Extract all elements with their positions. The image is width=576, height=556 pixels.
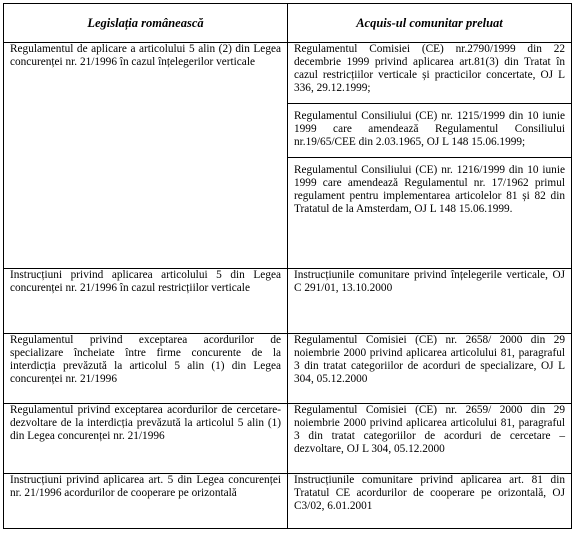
eu-act-text: Instrucțiunile comunitare privind aplicarea art. 81 din Tratatul CE acordurilor de cooperare pe orizontală, OJ C3/02, 6.01.2001 — [294, 474, 565, 512]
romanian-act-text: Regulamentul privind exceptarea acordurilor de cercetare-dezvoltare de la interdicția prevăzută la articolul 5 alin (1) din Legea concurenței nr. 21/1996 — [10, 404, 281, 442]
romanian-act-text: Regulamentul privind exceptarea acordurilor de specializare încheiate între firme concurente de la interdicția prevăzută la articolul 5 alin (1) din Legea concurenței nr. 21/1996 — [10, 334, 281, 385]
romanian-act-cell — [4, 474, 288, 529]
table-row — [4, 404, 572, 474]
eu-act-text: Regulamentul Comisiei (CE) nr.2790/1999 din 22 decembrie 1999 privind aplicarea art.81(3) din Tratat în cazul restricțiilor verticale și practicilor concertate, OJ L 336, 29.12.1999; — [294, 43, 565, 94]
romanian-act-cell — [4, 404, 288, 474]
eu-act-cell — [288, 269, 572, 334]
eu-act-cell — [288, 404, 572, 474]
eu-act-cell — [288, 334, 572, 404]
romanian-act-text: Instrucțiuni privind aplicarea art. 5 din Legea concurenței nr. 21/1996 acordurilor de cooperare pe orizontală — [10, 474, 281, 499]
eu-act-text: Regulamentul Comisiei (CE) nr. 2659/ 2000 din 29 noiembrie 2000 privind aplicarea articolului 81, paragraful 3 din tratat categoriilor de acorduri de cercetare –dezvoltare, OJ L 304, 05.12.2000 — [294, 404, 565, 455]
eu-act-cell — [288, 474, 572, 529]
table-row — [4, 474, 572, 529]
eu-act-cell — [288, 43, 572, 269]
header-romanian-legislation: Legislația românească — [4, 4, 288, 43]
eu-act-text: Instrucțiunile comunitare privind înțelegerile verticale, OJ C 291/01, 13.10.2000 — [294, 269, 565, 294]
cell-divider — [288, 103, 571, 104]
table-row — [4, 334, 572, 404]
concordance-table — [3, 3, 572, 529]
romanian-act-cell — [4, 43, 288, 269]
table-row — [4, 43, 572, 269]
header-eu-acquis: Acquis-ul comunitar preluat — [288, 4, 572, 43]
eu-act-text: Regulamentul Consiliului (CE) nr. 1215/1999 din 10 iunie 1999 care amendează Regulamentul Consiliului nr.19/65/CEE din 2.03.1965, OJ L 148 15.06.1999; — [294, 110, 565, 148]
romanian-act-cell — [4, 269, 288, 334]
romanian-act-cell — [4, 334, 288, 404]
eu-act-text: Regulamentul Consiliului (CE) nr. 1216/1999 din 10 iunie 1999 care amendează Regulamentul nr. 17/1962 primul regulament pentru implementarea articolelor 81 și 82 din Tratatul de la Amsterdam, OJ L 148 15.06.1999. — [294, 164, 565, 215]
eu-act-text: Regulamentul Comisiei (CE) nr. 2658/ 2000 din 29 noiembrie 2000 privind aplicarea articolului 81, paragraful 3 din tratat categoriilor de acorduri de specializare, OJ L 304, 05.12.2000 — [294, 334, 565, 385]
cell-divider — [288, 157, 571, 158]
romanian-act-text: Regulamentul de aplicare a articolului 5 alin (2) din Legea concurenței nr. 21/1996 în cazul înțelegerilor verticale — [10, 43, 281, 68]
table-row — [4, 269, 572, 334]
table-header-row — [4, 4, 572, 43]
romanian-act-text: Instrucțiuni privind aplicarea articolului 5 din Legea concurenței nr. 21/1996 în cazul restricțiilor verticale — [10, 269, 281, 294]
